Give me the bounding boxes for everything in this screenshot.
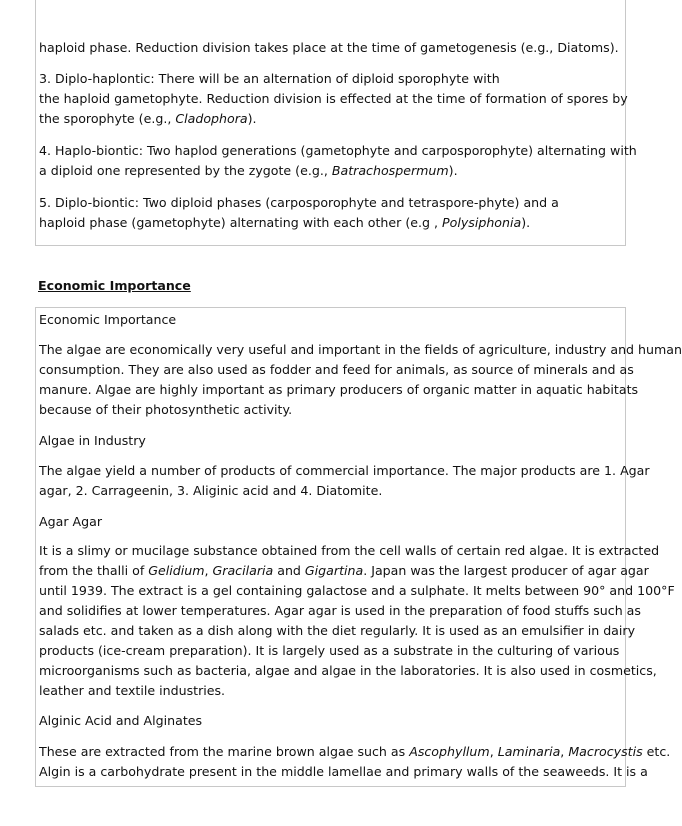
text-line: products (ice-cream preparation). It is largely used as a substrate in the culturing of various <box>39 643 620 658</box>
title-text: Economic Importance <box>39 312 177 327</box>
text-line: because of their photosynthetic activity. <box>39 402 293 417</box>
text-line: It is a slimy or mucilage substance obtained from the cell walls of certain red algae. It is extracted <box>39 543 660 558</box>
economic-importance-box <box>35 307 682 787</box>
text-line: 4. Haplo-biontic: Two haplod generations (gametophyte and carposporophyte) alternating with <box>39 143 637 158</box>
title-text: Alginic Acid and Alginates <box>39 713 203 728</box>
text-line: consumption. They are also used as fodder and feed for animals, as source of minerals and as <box>39 362 634 377</box>
text-line: The algae are economically very useful and important in the fields of agriculture, industry and human <box>39 342 682 357</box>
text-line: and solidifies at lower temperatures. Agar agar is used in the preparation of food stuffs such as <box>39 603 641 618</box>
text-line: manure. Algae are highly important as primary producers of organic matter in aquatic habitats <box>39 382 639 397</box>
text-line: a diploid one represented by the zygote (e.g., Batrachospermum). <box>39 163 458 178</box>
title-text: Agar Agar <box>39 514 103 529</box>
subsection-title-alginic <box>39 711 625 731</box>
text-line: Algin is a carbohydrate present in the middle lamellae and primary walls of the seaweeds. It is a <box>39 764 648 779</box>
paragraph-industry <box>39 461 650 501</box>
text-line: microorganisms such as bacteria, algae and algae in the laboratories. It is also used in cosmetics, <box>39 663 657 678</box>
text-line: haploid phase. Reduction division takes place at the time of gametogenesis (e.g., Diatoms). <box>39 40 619 55</box>
text-line: haploid phase (gametophyte) alternating with each other (e.g , Polysiphonia). <box>39 215 531 230</box>
section-heading: Economic Importance <box>38 278 191 293</box>
subsection-title-agar <box>39 512 625 532</box>
text-line: agar, 2. Carrageenin, 3. Aliginic acid and 4. Diatomite. <box>39 483 383 498</box>
text-line: from the thalli of Gelidium, Gracilaria and Gigartina. Japan was the largest producer of agar agar <box>39 563 649 578</box>
text-line: 5. Diplo-biontic: Two diploid phases (carposporophyte and tetraspore-phyte) and a <box>39 195 559 210</box>
paragraph-intro <box>39 340 682 420</box>
subsection-title-industry <box>39 431 625 451</box>
paragraph-haplo-biontic <box>39 141 637 181</box>
text-line: 3. Diplo-haplontic: There will be an alternation of diploid sporophyte with <box>39 71 500 86</box>
text-line: the haploid gametophyte. Reduction division is effected at the time of formation of spores by <box>39 91 628 106</box>
paragraph-diplo-haplontic <box>39 69 628 129</box>
reproduction-box <box>35 0 637 246</box>
text-line: The algae yield a number of products of commercial importance. The major products are 1. Agar <box>39 463 650 478</box>
paragraph-alginic <box>39 742 671 782</box>
paragraph-agar <box>39 541 675 701</box>
paragraph-haplontic-end <box>39 38 625 58</box>
text-line: the sporophyte (e.g., Cladophora). <box>39 111 257 126</box>
text-line: leather and textile industries. <box>39 683 226 698</box>
subsection-title <box>39 310 625 330</box>
text-line: salads etc. and taken as a dish along with the diet regularly. It is used as an emulsifier in dairy <box>39 623 636 638</box>
title-text: Algae in Industry <box>39 433 146 448</box>
text-line: until 1939. The extract is a gel containing galactose and a sulphate. It melts between 90° and 100°F <box>39 583 675 598</box>
paragraph-diplo-biontic <box>39 193 625 233</box>
text-line: These are extracted from the marine brown algae such as Ascophyllum, Laminaria, Macrocystis etc. <box>39 744 671 759</box>
